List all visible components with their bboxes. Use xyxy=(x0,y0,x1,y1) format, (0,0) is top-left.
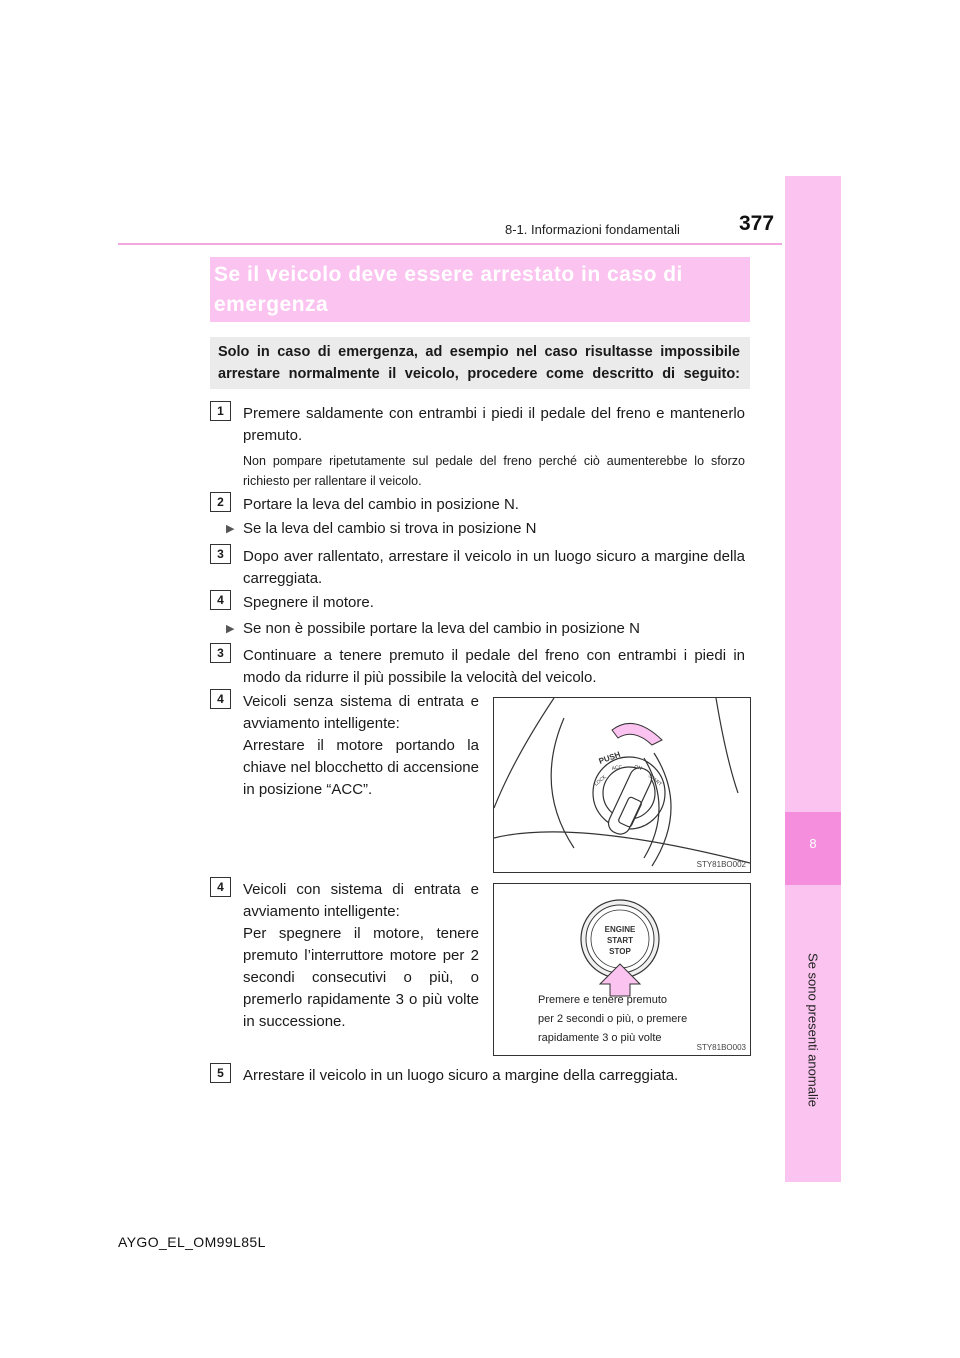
step-text-line: Arrestare il motore portando la chiave nel blocchetto di accensione in posizione “ACC”. xyxy=(243,737,479,798)
chapter-label: Se sono presenti anomalie xyxy=(805,953,821,1107)
bullet-arrow-icon: ▶ xyxy=(226,523,235,535)
key-position-label: LOCK xyxy=(593,774,608,788)
step-number: 5 xyxy=(210,1063,231,1083)
button-label: START xyxy=(606,936,634,945)
figure-code: STY81BO003 xyxy=(696,1043,746,1052)
step-text: Spegnere il motore. xyxy=(243,594,374,611)
ignition-key-figure xyxy=(493,697,751,873)
document-code: AYGO_EL_OM99L85L xyxy=(118,1234,266,1250)
bullet-arrow-icon: ▶ xyxy=(226,623,235,635)
figure-caption-line: per 2 secondi o più, o premere xyxy=(538,1013,688,1025)
step-text: Continuare a tenere premuto il pedale del freno con entrambi i piedi in modo da ridurre il più possibile la velocità del veicolo. xyxy=(243,647,745,686)
ignition-key-illustration xyxy=(494,698,750,872)
intro-text: Solo in caso di emergenza, ad esempio nel caso risultasse impossibile arrestare normalmente il veicolo, procedere come descritto di seguito: xyxy=(218,344,740,382)
step-number: 3 xyxy=(210,643,231,663)
step-number: 4 xyxy=(210,689,231,709)
key-position-label: START xyxy=(646,772,663,788)
step-number: 3 xyxy=(210,544,231,564)
engine-button-illustration xyxy=(494,884,750,1055)
button-label: ENGINE xyxy=(604,925,636,934)
step-number: 4 xyxy=(210,590,231,610)
page-title: Se il veicolo deve essere arrestato in caso di emergenza xyxy=(214,263,683,316)
condition-heading: Se non è possibile portare la leva del cambio in posizione N xyxy=(243,620,640,637)
step-note: Non pompare ripetutamente sul pedale del freno perché ciò aumenterebbe lo sforzo richiesto per rallentare il veicolo. xyxy=(243,454,745,488)
engine-button-figure xyxy=(493,883,751,1056)
step-text: Arrestare il veicolo in un luogo sicuro a margine della carreggiata. xyxy=(243,1067,679,1084)
chapter-number: 8 xyxy=(809,836,817,851)
button-label: STOP xyxy=(609,947,631,956)
step-text-line: Per spegnere il motore, tenere premuto l’interruttore motore per 2 secondi consecutivi o più, o premerlo rapidamente 3 o più volte in successione. xyxy=(243,925,479,1030)
running-header: 8-1. Informazioni fondamentali xyxy=(505,222,680,237)
figure-caption-line: rapidamente 3 o più volte xyxy=(538,1032,662,1044)
header-rule xyxy=(118,243,782,245)
step-text: Premere saldamente con entrambi i piedi il pedale del freno e mantenerlo premuto. xyxy=(243,405,745,444)
figure-caption-line: Premere e tenere premuto xyxy=(538,994,668,1006)
step-text-line: Veicoli con sistema di entrata e avviamento intelligente: xyxy=(243,881,479,920)
push-label: PUSH xyxy=(597,749,622,766)
step-number: 4 xyxy=(210,877,231,897)
page-number: 377 xyxy=(739,212,775,235)
step-number: 1 xyxy=(210,401,231,421)
step-text: Portare la leva del cambio in posizione N. xyxy=(243,496,519,513)
condition-heading: Se la leva del cambio si trova in posizione N xyxy=(243,520,537,537)
key-position-label: ACC xyxy=(611,764,623,772)
key-position-label: ON xyxy=(633,764,643,772)
step-number: 2 xyxy=(210,492,231,512)
figure-code: STY81BO002 xyxy=(696,860,746,869)
step-text: Dopo aver rallentato, arrestare il veicolo in un luogo sicuro a margine della carreggiata. xyxy=(243,548,745,587)
step-text-line: Veicoli senza sistema di entrata e avviamento intelligente: xyxy=(243,693,479,732)
